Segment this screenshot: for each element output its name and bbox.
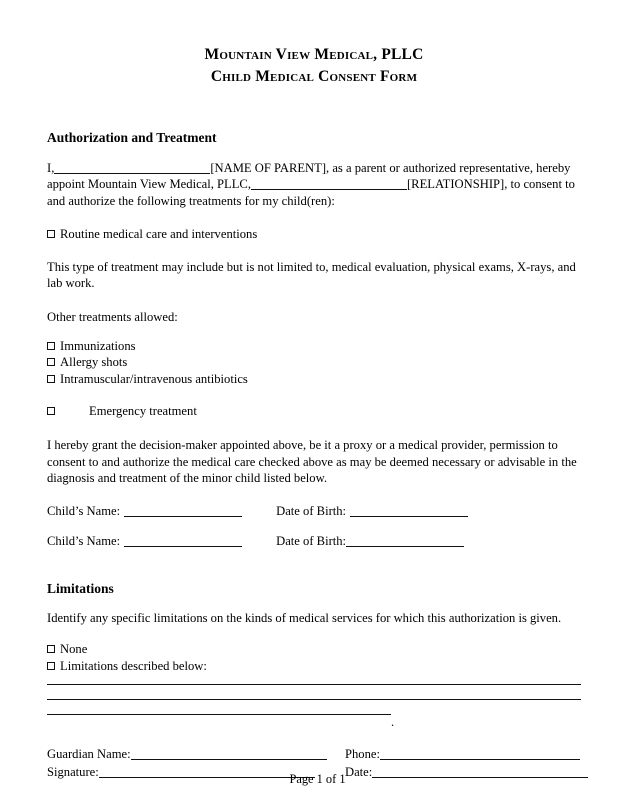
checkbox-label-allergy-shots: Allergy shots bbox=[60, 355, 128, 370]
checkbox-row-none[interactable] bbox=[47, 641, 581, 657]
limitations-trailing-period: . bbox=[391, 715, 395, 730]
checkbox-icon-emergency-treatment[interactable] bbox=[47, 407, 55, 415]
intro-lead-text: I, bbox=[47, 161, 55, 176]
signature-label: Signature: bbox=[47, 765, 99, 780]
child-name-label-1: Child’s Name: bbox=[47, 504, 121, 519]
limitations-write-line-1[interactable] bbox=[47, 684, 581, 685]
checkbox-label-routine-care: Routine medical care and interventions bbox=[60, 226, 258, 241]
limitations-write-line-2[interactable] bbox=[47, 699, 581, 700]
section-heading-authorization: Authorization and Treatment bbox=[47, 129, 217, 145]
limitations-instruction: Identify any specific limitations on the kinds of medical services for which this authorization is given. bbox=[47, 610, 562, 625]
checkbox-label-none: None bbox=[60, 642, 88, 657]
child-dob-input-2[interactable] bbox=[346, 535, 464, 547]
intro-name-tag-text: [NAME OF PARENT], as a parent or authorized representative, hereby appoint Mountain View Medical, PLLC, bbox=[47, 161, 571, 192]
routine-care-description: This type of treatment may include but is not limited to, medical evaluation, physical exams, X-rays, and lab work. bbox=[47, 260, 576, 291]
limitations-write-line-3-wrap bbox=[47, 714, 581, 729]
checkbox-icon-limitations-described[interactable] bbox=[47, 662, 55, 670]
checkbox-row-antibiotics[interactable] bbox=[47, 371, 581, 387]
guardian-name-input[interactable] bbox=[131, 748, 327, 760]
checkbox-icon-allergy-shots[interactable] bbox=[47, 358, 55, 366]
checkbox-label-emergency-treatment: Emergency treatment bbox=[89, 403, 197, 418]
form-name-title: Child Medical Consent Form bbox=[210, 68, 418, 86]
checkbox-label-immunizations: Immunizations bbox=[60, 338, 136, 353]
limitations-write-line-3[interactable] bbox=[47, 714, 391, 715]
checkbox-row-immunizations[interactable] bbox=[47, 338, 581, 354]
checkbox-label-limitations-described: Limitations described below: bbox=[60, 658, 207, 673]
guardian-name-field bbox=[47, 746, 345, 762]
authorization-intro-paragraph bbox=[47, 160, 581, 209]
document-title-block bbox=[47, 0, 581, 89]
child-name-input-2[interactable] bbox=[124, 535, 242, 547]
child-row-1 bbox=[47, 503, 581, 519]
checkbox-icon-immunizations[interactable] bbox=[47, 342, 55, 350]
child-row-2 bbox=[47, 533, 581, 549]
guardian-name-label: Guardian Name: bbox=[47, 746, 131, 761]
checkbox-label-antibiotics: Intramuscular/intravenous antibiotics bbox=[60, 371, 248, 386]
child-dob-input-1[interactable] bbox=[350, 505, 468, 517]
phone-field bbox=[345, 746, 580, 762]
section-heading-limitations: Limitations bbox=[47, 580, 114, 596]
checkbox-icon-antibiotics[interactable] bbox=[47, 375, 55, 383]
child-name-input-1[interactable] bbox=[124, 505, 242, 517]
phone-label: Phone: bbox=[345, 746, 380, 761]
parent-name-blank[interactable] bbox=[54, 162, 210, 174]
child-dob-label-1: Date of Birth: bbox=[276, 504, 347, 519]
document-content bbox=[47, 0, 581, 783]
signature-row-guardian-phone bbox=[47, 746, 581, 762]
date-label: Date: bbox=[345, 765, 373, 780]
grant-paragraph: I hereby grant the decision-maker appointed above, be it a proxy or a medical provider, permission to consent to and authorize the medical care checked above as may be deemed necessary or advisable in the diagnosis and treatment of the minor child listed below. bbox=[47, 438, 577, 485]
clinic-name-title: Mountain View Medical, PLLC bbox=[204, 46, 424, 63]
checkbox-row-limitations-described[interactable] bbox=[47, 658, 581, 674]
page-indicator: Page 1 of 1 bbox=[289, 772, 346, 786]
checkbox-row-emergency-treatment[interactable] bbox=[47, 403, 581, 419]
child-name-label-2: Child’s Name: bbox=[47, 534, 121, 549]
checkbox-icon-routine-care[interactable] bbox=[47, 230, 55, 238]
child-dob-label-2: Date of Birth: bbox=[276, 534, 347, 549]
checkbox-row-allergy-shots[interactable] bbox=[47, 354, 581, 370]
intro-relationship-tag-text: [RELATIONSHIP], to consent to and authorize the following treatments for my child(ren): bbox=[47, 177, 575, 208]
phone-input[interactable] bbox=[380, 748, 580, 760]
other-treatments-label: Other treatments allowed: bbox=[47, 309, 178, 324]
checkbox-row-routine-care[interactable] bbox=[47, 226, 581, 242]
page-footer bbox=[0, 772, 635, 787]
checkbox-icon-none[interactable] bbox=[47, 645, 55, 653]
relationship-blank[interactable] bbox=[251, 178, 407, 190]
